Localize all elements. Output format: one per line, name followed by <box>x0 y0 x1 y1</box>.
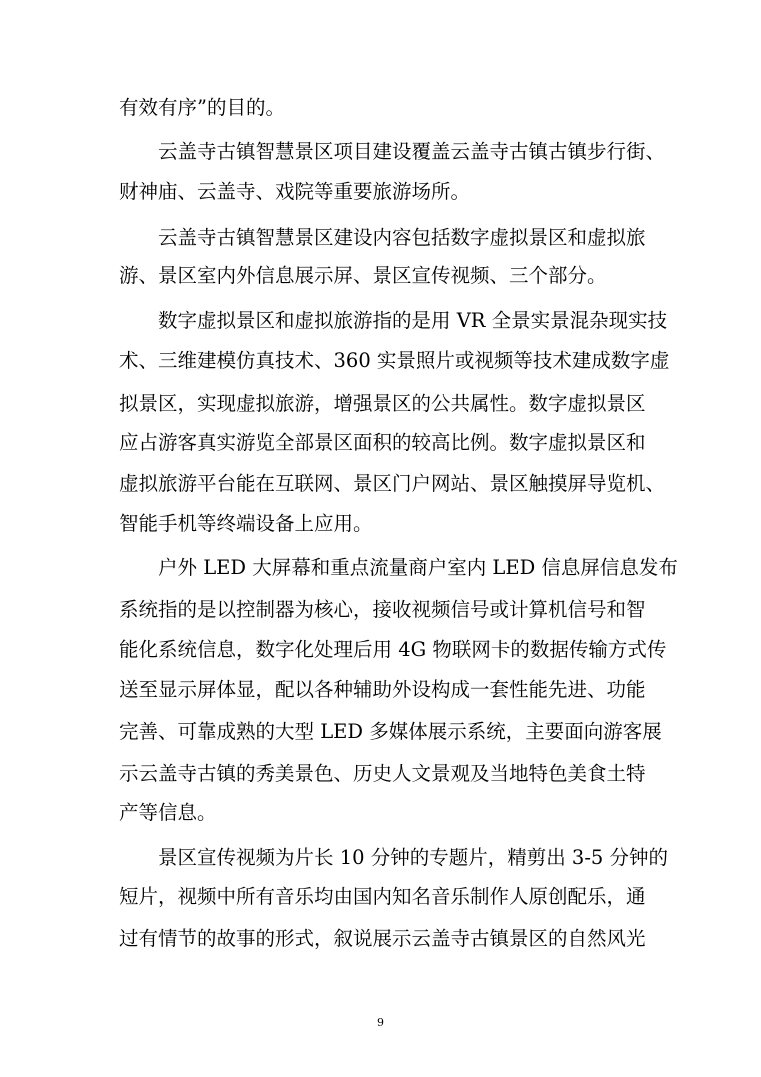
body-text-line: 示云盖寺古镇的秀美景色、历史人文景观及当地特色美食土特 <box>119 762 646 785</box>
body-text-line: 产等信息。 <box>119 801 217 824</box>
body-text-line: 能化系统信息，数字化处理后用 4G 物联网卡的数据传输方式传 <box>119 638 667 661</box>
page-number: 9 <box>377 1016 384 1029</box>
body-text-line: 完善、可靠成熟的大型 LED 多媒体展示系统，主要面向游客展 <box>119 720 662 743</box>
body-text-line: 游、景区室内外信息展示屏、景区宣传视频、三个部分。 <box>119 264 607 287</box>
body-text-line: 拟景区，实现虚拟旅游，增强景区的公共属性。数字虚拟景区 <box>119 392 646 415</box>
paragraph-first-line: 云盖寺古镇智慧景区建设内容包括数字虚拟景区和虚拟旅 <box>158 226 646 249</box>
body-text-line: 智能手机等终端设备上应用。 <box>119 512 373 535</box>
body-text-line: 术、三维建模仿真技术、360 实景照片或视频等技术建成数字虚 <box>119 349 670 372</box>
body-text-line: 送至显示屏体显，配以各种辅助外设构成一套性能先进、功能 <box>119 678 646 701</box>
paragraph-first-line: 景区宣传视频为片长 10 分钟的专题片，精剪出 3-5 分钟的 <box>158 846 669 869</box>
paragraph-first-line: 云盖寺古镇智慧景区项目建设覆盖云盖寺古镇古镇步行街、 <box>158 140 666 163</box>
body-text-line: 财神庙、云盖寺、戏院等重要旅游场所。 <box>119 180 471 203</box>
body-text-line: 系统指的是以控制器为核心，接收视频信号或计算机信号和智 <box>119 598 646 621</box>
paragraph-first-line: 数字虚拟景区和虚拟旅游指的是用 VR 全景实景混杂现实技 <box>158 309 668 332</box>
body-text-line: 应占游客真实游览全部景区面积的较高比例。数字虚拟景区和 <box>119 431 646 454</box>
body-text-line: 短片，视频中所有音乐均由国内知名音乐制作人原创配乐，通 <box>119 885 646 908</box>
body-text-line: 虚拟旅游平台能在互联网、景区门户网站、景区触摸屏导览机、 <box>119 472 666 495</box>
body-text-line: 过有情节的故事的形式，叙说展示云盖寺古镇景区的自然风光 <box>119 927 646 950</box>
paragraph-first-line: 户外 LED 大屏幕和重点流量商户室内 LED 信息屏信息发布 <box>158 556 678 579</box>
body-text-line: 有效有序”的目的。 <box>119 96 285 119</box>
